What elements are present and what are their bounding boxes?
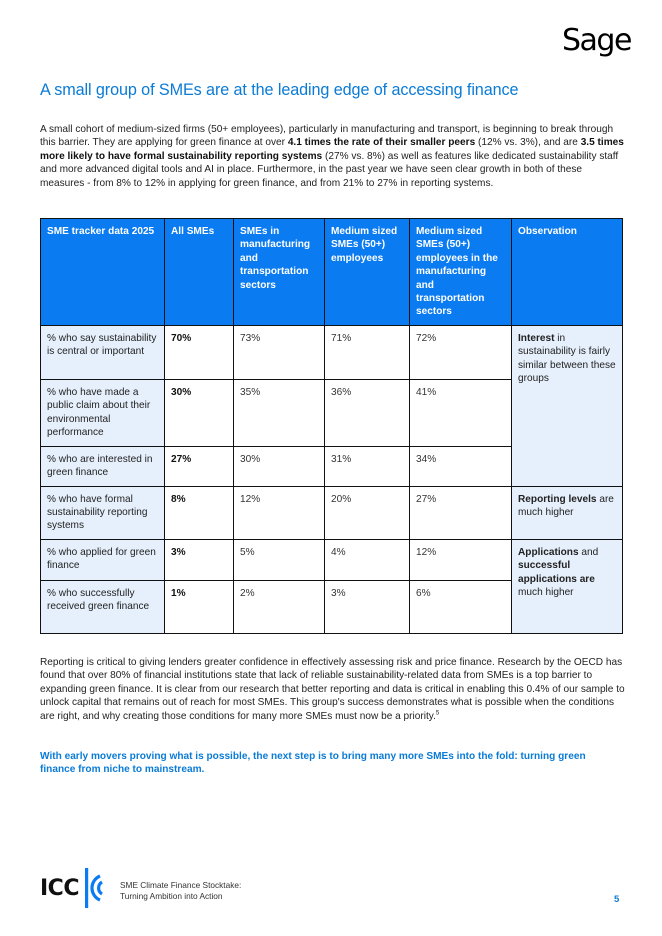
cell-all-smes: 8% bbox=[165, 486, 234, 539]
footer-report-title bbox=[120, 880, 241, 902]
icc-wordmark: ICC bbox=[40, 875, 79, 901]
intro-text: (27% vs. 8%) as well as features like dedicated sustainability staff and more advanced digital tools and AI in place. Furthermore, in the past year we have seen clear growth in both of these measures - from 8% to 12% in applying for green finance, and from 21% to 27% in reporting systems. bbox=[40, 150, 619, 189]
row-label: % who have made a public claim about their environmental performance bbox=[41, 379, 165, 446]
observation-interest bbox=[512, 325, 623, 486]
cell-medium: 3% bbox=[325, 580, 410, 633]
cell-medium: 31% bbox=[325, 446, 410, 486]
intro-text: (12% vs. 3%), and are bbox=[475, 137, 581, 149]
cell-all-smes: 70% bbox=[165, 325, 234, 379]
row-label: % who have formal sustainability reporting systems bbox=[41, 486, 165, 539]
observation-text: are much higher bbox=[518, 493, 614, 519]
cell-medium-manufacturing: 72% bbox=[410, 325, 512, 379]
callout-text: With early movers proving what is possible, the next step is to bring many more SMEs into the fold: turning green finance from niche to mainstream. bbox=[40, 751, 586, 776]
footnote-reference[interactable]: 5 bbox=[435, 710, 440, 717]
cell-medium: 71% bbox=[325, 325, 410, 379]
intro-paragraph bbox=[40, 123, 625, 190]
footer-title-line: SME Climate Finance Stocktake: bbox=[120, 880, 242, 890]
cell-medium-manufacturing: 6% bbox=[410, 580, 512, 633]
table-row bbox=[41, 486, 623, 539]
cell-medium-manufacturing: 34% bbox=[410, 446, 512, 486]
column-header: Medium sized SMEs (50+) employees in the manufacturing and transportation sectors bbox=[410, 219, 512, 326]
cell-medium: 36% bbox=[325, 379, 410, 446]
cell-manufacturing: 30% bbox=[234, 446, 325, 486]
column-header: Observation bbox=[512, 219, 623, 326]
table-row bbox=[41, 325, 623, 379]
cell-medium-manufacturing: 27% bbox=[410, 486, 512, 539]
observation-reporting bbox=[512, 486, 623, 539]
body-text: Reporting is critical to giving lenders greater confidence in effectively assessing risk and price finance. Research by the OECD has found that over 80% of financial institutions state that lack of reliable sustainability-related data from SMEs is a top barrier to expanding green finance. It is clear from our research that better reporting and data is critical in enabling this 0.4% of our sample to unlock capital that remains out of reach for most SMEs. This group's success demonstrates what is possible when the conditions are right, and why creating those conditions for many more SMEs must now be a priority. bbox=[40, 657, 625, 722]
icc-logo bbox=[40, 868, 105, 908]
cell-all-smes: 30% bbox=[165, 379, 234, 446]
intro-highlight-reporting: 3.5 times more likely to have formal sustainability reporting systems bbox=[40, 137, 624, 162]
footer-title-line: Turning Ambition into Action bbox=[120, 891, 223, 901]
column-header: SMEs in manufacturing and transportation sectors bbox=[234, 219, 325, 326]
cell-medium: 4% bbox=[325, 539, 410, 580]
cell-manufacturing: 2% bbox=[234, 580, 325, 633]
observation-text: much higher bbox=[518, 587, 574, 599]
column-header: Medium sized SMEs (50+) employees bbox=[325, 219, 410, 326]
column-header: All SMEs bbox=[165, 219, 234, 326]
cell-all-smes: 27% bbox=[165, 446, 234, 486]
icc-signal-icon bbox=[83, 868, 105, 908]
observation-bold: Reporting levels bbox=[518, 493, 597, 505]
cell-manufacturing: 5% bbox=[234, 539, 325, 580]
cell-all-smes: 3% bbox=[165, 539, 234, 580]
observation-bold: successful applications are bbox=[518, 560, 595, 585]
cell-medium-manufacturing: 41% bbox=[410, 379, 512, 446]
sage-logo: Sage bbox=[562, 23, 631, 58]
table-header-row bbox=[41, 219, 623, 326]
cell-manufacturing: 73% bbox=[234, 325, 325, 379]
row-label: % who are interested in green finance bbox=[41, 446, 165, 486]
cell-manufacturing: 12% bbox=[234, 486, 325, 539]
body-paragraph bbox=[40, 656, 625, 723]
observation-text: and bbox=[578, 546, 599, 558]
cell-medium: 20% bbox=[325, 486, 410, 539]
cell-all-smes: 1% bbox=[165, 580, 234, 633]
observation-text: in sustainability is fairly similar between these groups bbox=[518, 332, 616, 385]
page-title: A small group of SMEs are at the leading edge of accessing finance bbox=[40, 81, 519, 99]
row-label: % who applied for green finance bbox=[41, 539, 165, 580]
table-row bbox=[41, 539, 623, 580]
column-header: SME tracker data 2025 bbox=[41, 219, 165, 326]
intro-text: A small cohort of medium-sized firms (50+ employees), particularly in manufacturing and transport, is beginning to break through this barrier. They are applying for green finance at over bbox=[40, 124, 614, 149]
sme-tracker-table bbox=[40, 218, 623, 634]
row-label: % who say sustainability is central or important bbox=[41, 325, 165, 379]
observation-bold: Interest bbox=[518, 332, 555, 344]
intro-highlight-rate: 4.1 times the rate of their smaller peers bbox=[287, 137, 476, 149]
cell-medium-manufacturing: 12% bbox=[410, 539, 512, 580]
page-number: 5 bbox=[614, 894, 620, 905]
observation-bold: Applications bbox=[518, 546, 579, 558]
row-label: % who successfully received green finance bbox=[41, 580, 165, 633]
observation-applications bbox=[512, 539, 623, 633]
cell-manufacturing: 35% bbox=[234, 379, 325, 446]
